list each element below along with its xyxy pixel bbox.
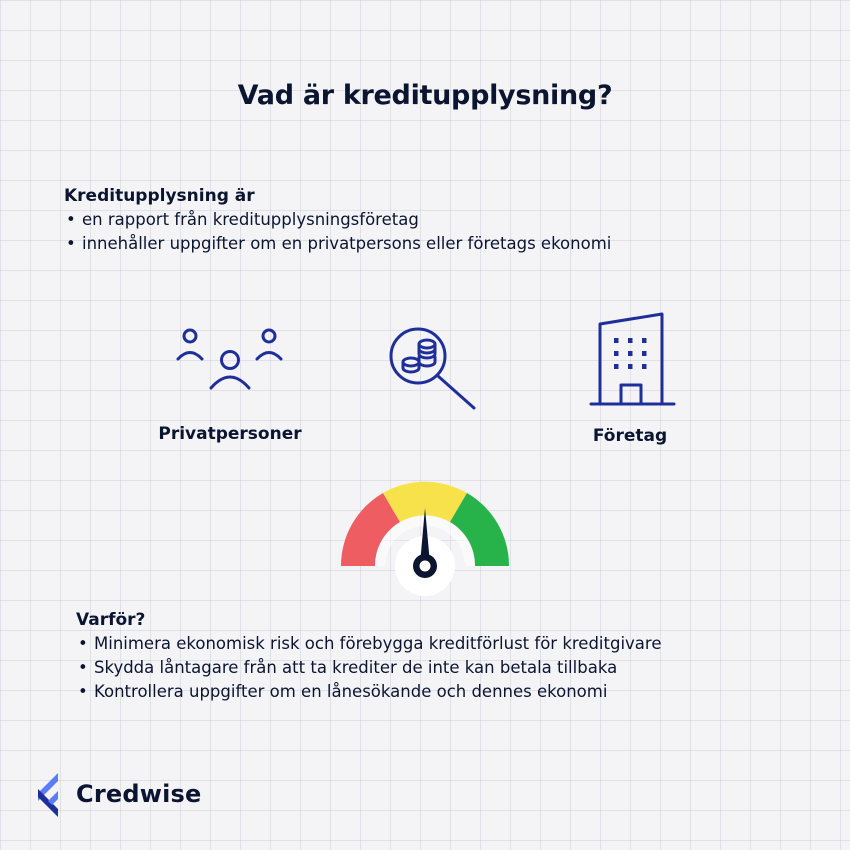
company-label: Företag	[592, 426, 668, 446]
people-group-icon	[168, 322, 292, 398]
list-item	[64, 208, 784, 232]
list-item-text: en rapport från kreditupplysningsföretag	[82, 210, 419, 229]
bullet-dot: •	[78, 634, 88, 653]
definition-section	[64, 186, 784, 256]
office-building-icon	[588, 312, 678, 412]
page-title: Vad är kreditupplysning?	[237, 80, 613, 111]
brand-name: Credwise	[76, 780, 202, 808]
definition-heading: Kreditupplysning är	[64, 186, 255, 206]
list-item-text: Kontrollera uppgifter om en lånesökande och dennes ekonomi	[94, 682, 608, 701]
list-item	[64, 232, 784, 256]
bullet-dot: •	[78, 658, 88, 677]
bullet-dot: •	[66, 210, 76, 229]
list-item	[76, 632, 816, 656]
list-item-text: Minimera ekonomisk risk och förebygga kreditförlust för kreditgivare	[94, 634, 662, 653]
credit-score-gauge-icon	[335, 478, 515, 596]
why-heading: Varför?	[76, 610, 146, 630]
bullet-dot: •	[66, 234, 76, 253]
list-item	[76, 656, 816, 680]
list-item-text: innehåller uppgifter om en privatpersons eller företags ekonomi	[82, 234, 612, 253]
list-item-text: Skydda låntagare från att ta krediter de inte kan betala tillbaka	[94, 658, 618, 677]
private-persons-label: Privatpersoner	[158, 424, 302, 444]
magnifier-coins-icon	[386, 324, 482, 416]
definition-list	[64, 208, 784, 256]
why-section	[76, 610, 816, 704]
why-list	[76, 632, 816, 704]
credwise-logo-icon	[34, 773, 62, 817]
bullet-dot: •	[78, 682, 88, 701]
list-item	[76, 680, 816, 704]
